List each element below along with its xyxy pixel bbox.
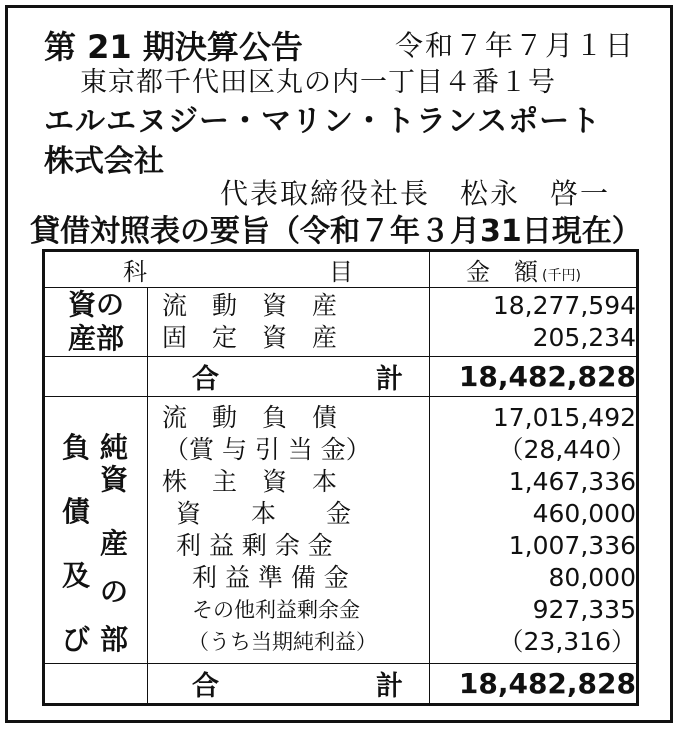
liab-label-char: 資 xyxy=(99,463,128,496)
asset-item-label: 固 定 資 産 xyxy=(162,323,338,352)
asset-amount: 205,234 xyxy=(532,323,636,352)
liabilities-total-row xyxy=(44,664,638,705)
header-kamoku xyxy=(44,251,430,288)
liab-label-char: び xyxy=(61,623,90,656)
liab-label-char: 負 xyxy=(61,431,90,464)
asset-item-label: 流 動 資 産 xyxy=(162,291,338,320)
header-kamoku-char1: 科 xyxy=(123,258,147,286)
company-address: 東京都千代田区丸の内一丁目４番１号 xyxy=(80,67,556,98)
liab-total-label-cell xyxy=(148,664,430,705)
liab-amount: 1,007,336 xyxy=(508,531,636,560)
assets-label-line2: 産部 xyxy=(67,322,124,355)
liabilities-section-label xyxy=(44,397,148,664)
header-kingaku xyxy=(430,251,638,288)
liabilities-row xyxy=(44,397,638,664)
liab-total-amount: 18,482,828 xyxy=(430,664,638,705)
liabilities-amounts xyxy=(430,397,638,664)
liab-item: 株 主 資 本 xyxy=(162,467,338,496)
company-name-line2: 株式会社 xyxy=(44,144,164,179)
company-name-line1: エルエヌジー・マリン・トランスポート xyxy=(44,104,602,139)
liab-total-label-1: 合 xyxy=(192,671,219,702)
liab-amount: 927,335 xyxy=(532,595,636,624)
assets-total-label-2: 計 xyxy=(376,364,403,395)
liab-item: （賞 与 引 当 金） xyxy=(164,435,371,464)
assets-amounts xyxy=(430,288,638,357)
assets-total-row xyxy=(44,357,638,397)
liab-amount: （23,316） xyxy=(498,627,636,656)
table-header-row xyxy=(44,251,638,288)
liab-label-char: 純 xyxy=(99,431,128,464)
assets-total-label-1: 合 xyxy=(192,364,219,395)
statement-title: 貸借対照表の要旨（令和７年３月31日現在） xyxy=(30,214,642,249)
liab-amount: 17,015,492 xyxy=(492,403,636,432)
liab-amount: 1,467,336 xyxy=(508,467,636,496)
liab-item: 利 益 準 備 金 xyxy=(192,563,349,592)
liab-item: 流 動 負 債 xyxy=(162,403,338,432)
liab-amount: （28,440） xyxy=(498,435,636,464)
liab-amount: 460,000 xyxy=(532,499,636,528)
assets-total-spacer xyxy=(44,357,148,397)
assets-total-label-cell xyxy=(148,357,430,397)
liab-label-char: 及 xyxy=(61,559,90,592)
liab-item: 資 本 金 xyxy=(176,499,352,528)
balance-sheet-table xyxy=(42,249,639,706)
notice-title: 第 21 期決算公告 xyxy=(44,28,303,66)
header-kamoku-char2: 目 xyxy=(329,258,353,286)
assets-section-label xyxy=(44,288,148,357)
header-unit: (千円) xyxy=(542,268,581,284)
liab-amount: 80,000 xyxy=(548,563,636,592)
liab-item: 利 益 剰 余 金 xyxy=(176,531,333,560)
assets-row xyxy=(44,288,638,357)
liab-item: （うち当期純利益） xyxy=(188,630,377,654)
liab-total-label-2: 計 xyxy=(376,671,403,702)
liab-label-char: 債 xyxy=(61,495,90,528)
liabilities-items xyxy=(148,397,430,664)
header-kingaku-char2: 額 xyxy=(514,258,538,286)
liab-total-spacer xyxy=(44,664,148,705)
asset-item-current xyxy=(162,290,394,322)
header-kingaku-char1: 金 xyxy=(466,258,490,286)
notice-date: 令和７年７月１日 xyxy=(394,29,635,62)
asset-amount: 18,277,594 xyxy=(492,291,636,320)
assets-total-amount: 18,482,828 xyxy=(430,357,638,397)
liab-label-char: の xyxy=(99,575,128,608)
assets-items xyxy=(148,288,430,357)
assets-label-line1: 資の xyxy=(67,288,124,321)
liab-label-char: 部 xyxy=(99,623,128,656)
liab-label-char: 産 xyxy=(99,527,128,560)
representative: 代表取締役社長 松永 啓一 xyxy=(220,177,611,210)
asset-item-fixed xyxy=(162,322,394,354)
liab-item: その他利益剰余金 xyxy=(192,598,360,622)
